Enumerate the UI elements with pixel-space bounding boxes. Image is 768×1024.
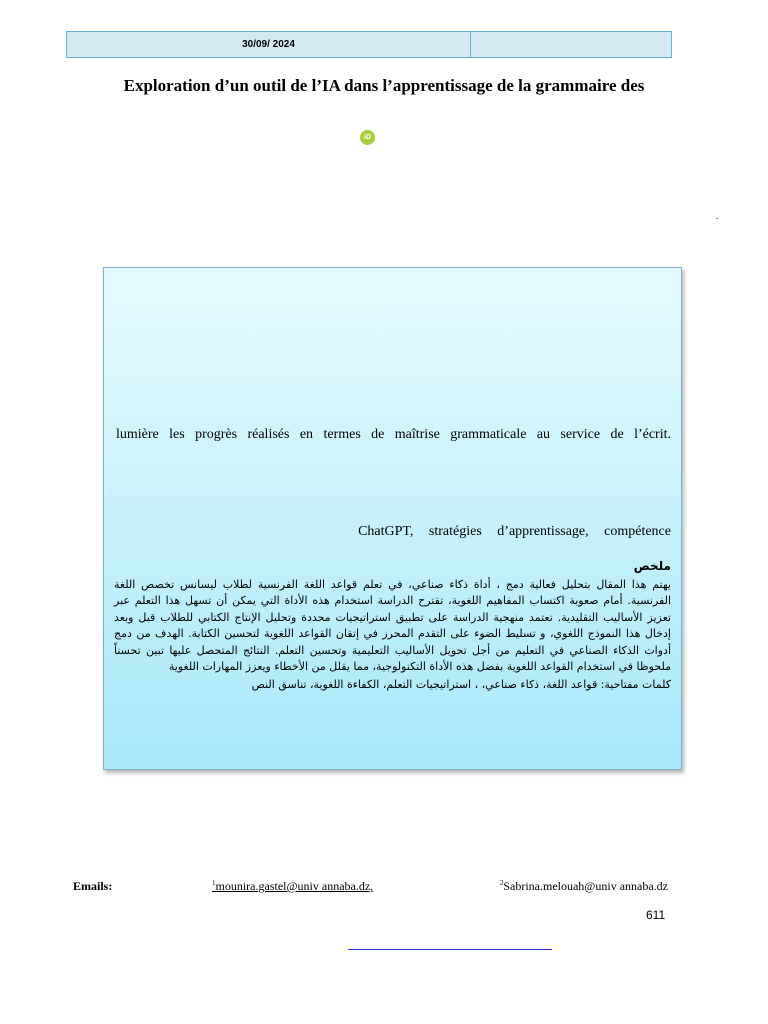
- email-1-text: mounira.gastel@univ annaba.dz,: [215, 879, 374, 893]
- email-2: [500, 879, 668, 894]
- keywords-ar: كلمات مفتاحية: قواعد اللغة، ذكاء صناعي، ، استراتيجيات التعلم، الكفاءة اللغوية، تناسق النص: [251, 677, 671, 691]
- abstract-fr-line: lumière les progrès réalisés en termes de maîtrise grammaticale au service de l’écrit.: [116, 427, 671, 442]
- header-table: [66, 31, 672, 58]
- email-1-sup: 1: [212, 879, 216, 887]
- abstract-ar-body: يهتم هذا المقال بتحليل فعالية دمج ، أداة ذكاء صناعي، في تعلم قواعد اللغة الفرنسية لطلاب ليسانس تخصص اللغة الفرنسية. أمام صعوبة اكتساب المفاهيم اللغوية، تقترح الدراسة استخدام هذه الأداة التي يمكن أن تسهل هذا التعلم عبر تعزيز الأساليب التقليدية. تعتمد منهجية الدراسة على تطبيق استراتيجيات محددة وتحليل الإنتاج الكتابي للطلاب قبل وبعد إدخال هذا النموذج اللغوي، و تسليط الضوء على التقدم المحرز في إتقان القواعد اللغوية لتحسين الكتابة. الهدف من دمج أدوات الذكاء الصناعي في التعليم من أجل تحويل الأساليب التعليمية وتحسين التعلم. النتائج المتحصل عليها تبين تحسناً ملحوظا في استخدام القواعد اللغوية بفضل هذه الأداة التكنولوجية، مما يقلل من الأخطاء ويعزز المهارات اللغوية: [114, 577, 671, 673]
- abstract-box: [103, 267, 682, 770]
- email-1-link[interactable]: [212, 879, 373, 894]
- header-date: 30/09/ 2024: [67, 32, 471, 57]
- abstract-ar-heading: ملخص: [633, 559, 671, 573]
- page-number: 611: [646, 908, 666, 922]
- emails-label: Emails:: [73, 879, 113, 893]
- footnote-separator-line: [348, 949, 552, 950]
- abstract-ar: [114, 558, 671, 693]
- article-title: Exploration d’un outil de l’IA dans l’apprentissage de la grammaire des: [123, 76, 645, 95]
- header-empty-cell: [471, 32, 671, 57]
- email-2-sup: 2: [499, 879, 504, 887]
- email-2-text: Sabrina.melouah@univ annaba.dz: [503, 879, 668, 893]
- stray-dot: .: [716, 211, 719, 221]
- emails-row: [73, 879, 673, 897]
- keywords-fr: ChatGPT, stratégies d’apprentissage, compétence: [358, 524, 671, 539]
- orcid-icon[interactable]: iD: [360, 130, 375, 145]
